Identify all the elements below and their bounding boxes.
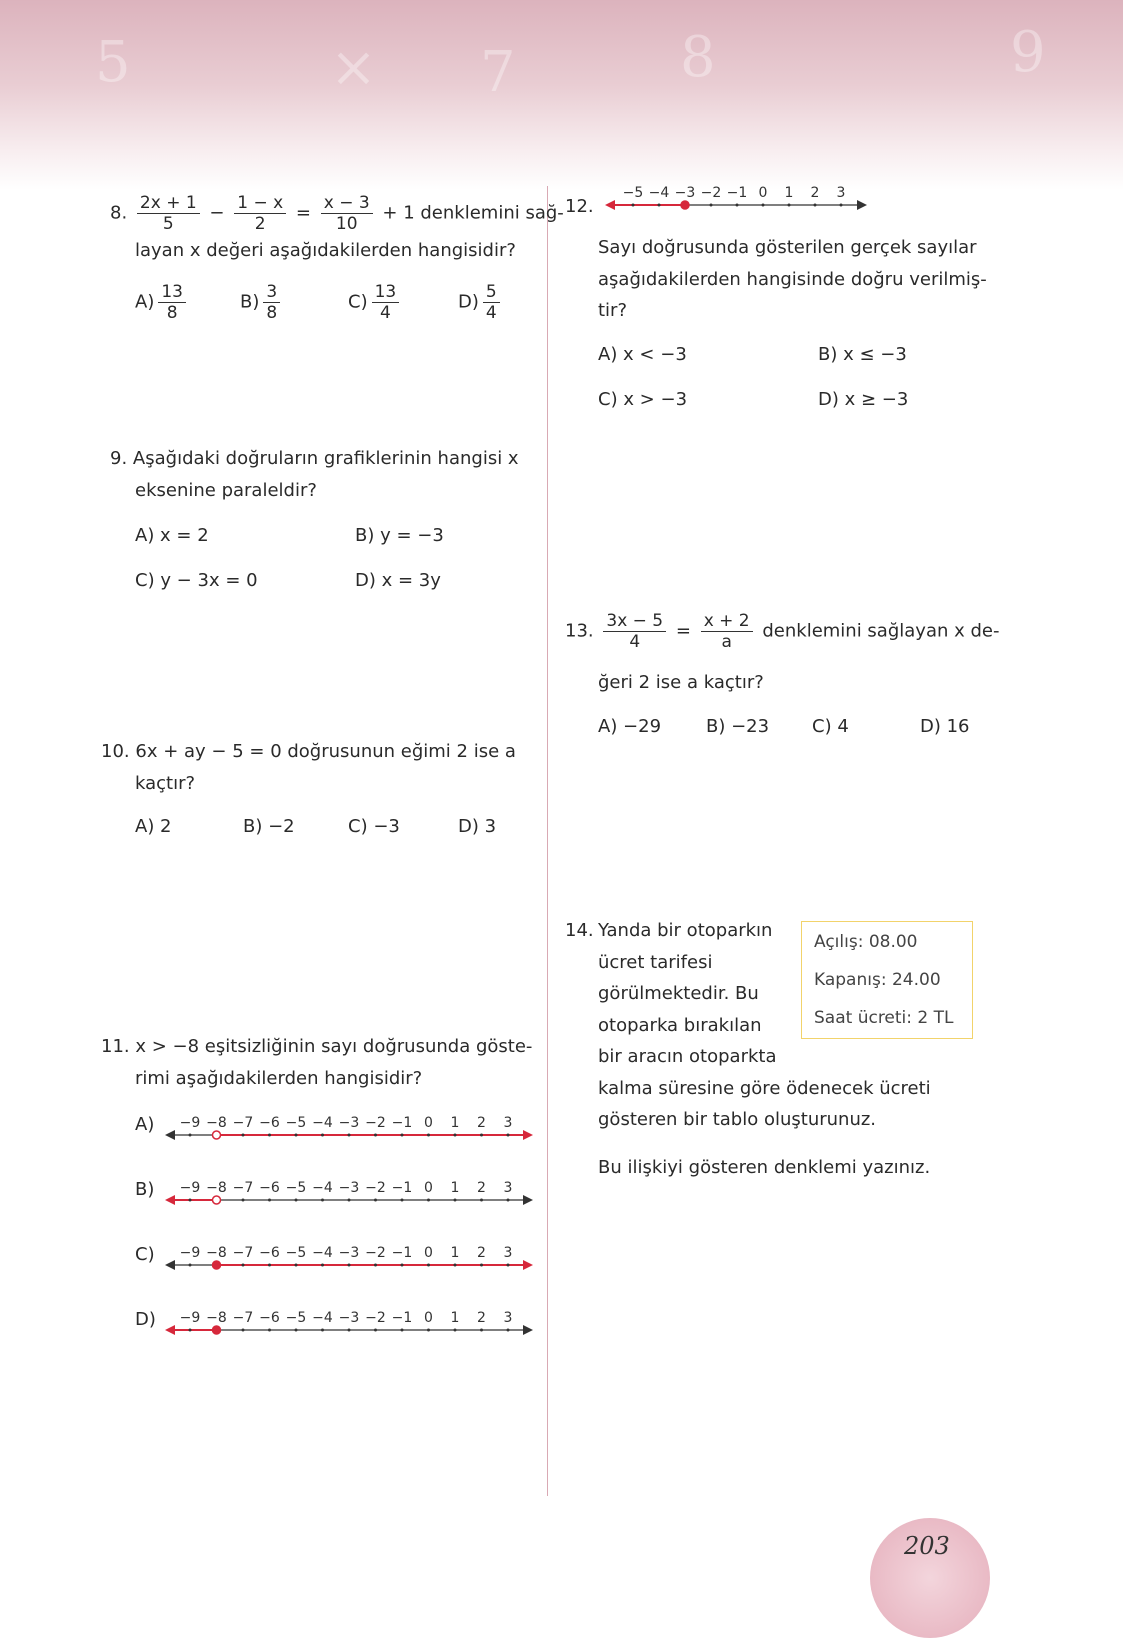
- q12-line2: aşağıdakilerden hangisinde doğru verilmiş-: [598, 269, 987, 290]
- tick-label: −5: [285, 1310, 307, 1326]
- tick-label: −5: [285, 1245, 307, 1261]
- q9-line2: eksenine paraleldir?: [135, 480, 317, 501]
- right-arrow-icon: [523, 1130, 533, 1140]
- tick-label: 2: [810, 185, 820, 201]
- tick-label: −9: [179, 1115, 201, 1131]
- q14-text-line: gösteren bir tablo oluşturunuz.: [598, 1109, 877, 1130]
- tick-label: −6: [259, 1115, 280, 1131]
- operator: =: [295, 202, 311, 224]
- tick: [480, 1264, 483, 1267]
- tick: [840, 204, 843, 207]
- tick-label: −3: [674, 185, 696, 201]
- closed-point: [213, 1261, 221, 1269]
- tick: [507, 1329, 510, 1332]
- q12-option-a[interactable]: A) x < −3: [598, 344, 687, 365]
- tick-label: −8: [206, 1245, 227, 1261]
- tick-label: 1: [450, 1180, 460, 1196]
- q13-text: denklemini sağlayan x de-: [762, 620, 1000, 642]
- tick-label: −5: [285, 1115, 307, 1131]
- q10-option-b[interactable]: B) −2: [243, 816, 295, 837]
- tick-label: −5: [285, 1180, 307, 1196]
- tick-label: −6: [259, 1245, 280, 1261]
- numerator: 13: [158, 282, 186, 303]
- q12-line3: tir?: [598, 300, 628, 321]
- tick: [189, 1134, 192, 1137]
- tick: [295, 1134, 298, 1137]
- tick: [295, 1264, 298, 1267]
- q9-line1: [110, 448, 519, 469]
- tick-label: −8: [206, 1180, 227, 1196]
- left-arrow-icon: [165, 1195, 175, 1205]
- tick: [321, 1199, 324, 1202]
- q14-text-line: ücret tarifesi: [598, 951, 713, 973]
- q12-option-c[interactable]: C) x > −3: [598, 389, 688, 410]
- hourly-fee: Saat ücreti: 2 TL: [814, 1008, 954, 1028]
- denominator: 4: [380, 303, 391, 323]
- tick: [268, 1199, 271, 1202]
- tick-label: −9: [179, 1310, 201, 1326]
- tick: [321, 1264, 324, 1267]
- tick-label: −5: [622, 185, 644, 201]
- tick: [295, 1199, 298, 1202]
- tick: [348, 1264, 351, 1267]
- tick: [454, 1264, 457, 1267]
- tick: [242, 1199, 245, 1202]
- q8-text: + 1 denklemini sağ-: [382, 202, 564, 224]
- tick-label: −7: [232, 1180, 254, 1196]
- left-arrow-icon: [165, 1130, 175, 1140]
- option-label: B): [240, 291, 260, 313]
- tick-label: 3: [836, 185, 846, 201]
- denominator: 4: [485, 303, 497, 323]
- tick-label: −3: [338, 1245, 360, 1261]
- operator: −: [209, 202, 225, 224]
- tick: [632, 204, 635, 207]
- fraction: [372, 282, 400, 323]
- opening-time: Açılış: 08.00: [814, 932, 918, 952]
- q11-text: x > −8 eşitsizliğinin sayı doğrusunda göste-: [135, 1036, 533, 1057]
- tick-label: −6: [259, 1310, 280, 1326]
- option-label: A): [135, 291, 155, 313]
- option-label: D): [458, 291, 479, 313]
- tick-label: 3: [503, 1310, 513, 1326]
- q10-line1: [101, 741, 516, 762]
- tick-label: −2: [365, 1310, 386, 1326]
- q13-number: 13.: [565, 620, 594, 642]
- operator: =: [675, 620, 691, 642]
- q10-option-d[interactable]: D) 3: [458, 816, 497, 837]
- q9-text: Aşağıdaki doğruların grafiklerinin hangisi x: [132, 448, 519, 469]
- q11-option-a-label[interactable]: A): [135, 1114, 155, 1135]
- fraction: [321, 193, 373, 234]
- tick: [427, 1199, 430, 1202]
- left-arrow-icon: [165, 1325, 175, 1335]
- tick: [374, 1264, 377, 1267]
- denominator: 5: [162, 214, 174, 234]
- tick-label: −3: [338, 1180, 360, 1196]
- q8-number: 8.: [110, 202, 128, 224]
- right-arrow-icon: [523, 1260, 533, 1270]
- denominator: 2: [254, 214, 266, 234]
- tick-label: 2: [477, 1245, 486, 1261]
- tick-label: −9: [179, 1180, 201, 1196]
- tick: [427, 1134, 430, 1137]
- closing-time: Kapanış: 24.00: [814, 970, 941, 990]
- numerator: x + 2: [701, 611, 753, 632]
- column-divider: [547, 186, 548, 1496]
- tick-label: −4: [312, 1115, 333, 1131]
- tick: [454, 1134, 457, 1137]
- tick: [480, 1329, 483, 1332]
- tick: [401, 1329, 404, 1332]
- tick: [374, 1134, 377, 1137]
- tick-label: −1: [391, 1115, 413, 1131]
- fraction: [137, 193, 200, 234]
- open-point: [213, 1196, 221, 1204]
- q9-option-b[interactable]: B) y = −3: [355, 525, 444, 546]
- numerator: x − 3: [321, 193, 373, 214]
- q13-equation: [565, 611, 999, 652]
- fraction: [483, 282, 500, 323]
- denominator: 8: [166, 303, 178, 323]
- q11-option-d-label[interactable]: D): [135, 1309, 156, 1330]
- q11-option-c-label[interactable]: C): [135, 1244, 155, 1265]
- tick: [242, 1329, 245, 1332]
- q11-line1: [101, 1036, 532, 1057]
- left-arrow-icon: [165, 1260, 175, 1270]
- q9-option-c[interactable]: C) y − 3x = 0: [135, 570, 258, 591]
- tick-label: −2: [365, 1115, 386, 1131]
- tick: [507, 1264, 510, 1267]
- q13-option-b[interactable]: B) −23: [706, 716, 770, 737]
- tick-label: −3: [338, 1310, 360, 1326]
- tick: [710, 204, 713, 207]
- tick: [348, 1329, 351, 1332]
- tick: [295, 1329, 298, 1332]
- tick: [788, 204, 791, 207]
- tick: [268, 1134, 271, 1137]
- tick: [762, 204, 765, 207]
- tick: [348, 1199, 351, 1202]
- tick-label: 2: [477, 1180, 486, 1196]
- q9-option-a[interactable]: A) x = 2: [135, 525, 209, 546]
- q11-option-b-label[interactable]: B): [135, 1179, 155, 1200]
- tick: [658, 204, 661, 207]
- numerator: 5: [483, 282, 500, 303]
- q8-text-line2: layan x değeri aşağıdakilerden hangisidir?: [135, 240, 516, 261]
- q14-text-line: Yanda bir otoparkın: [598, 920, 773, 941]
- q13-option-d[interactable]: D) 16: [920, 716, 970, 737]
- q8-option-d[interactable]: [458, 282, 504, 323]
- tick-label: 2: [477, 1310, 486, 1326]
- q14-number: 14.: [565, 920, 594, 941]
- tick-label: −7: [232, 1115, 254, 1131]
- fraction: [603, 611, 666, 652]
- q13-option-c[interactable]: C) 4: [812, 716, 849, 737]
- q10-line2: kaçtır?: [135, 773, 196, 794]
- q11-number: 11.: [101, 1036, 130, 1057]
- tick-label: −7: [232, 1245, 254, 1261]
- page-number-badge: [870, 1518, 990, 1638]
- tick: [348, 1134, 351, 1137]
- tick-label: −4: [312, 1310, 333, 1326]
- q10-option-c[interactable]: C) −3: [348, 816, 400, 837]
- tick: [189, 1329, 192, 1332]
- tick-label: 1: [784, 185, 794, 201]
- tick: [374, 1199, 377, 1202]
- numerator: 3: [263, 282, 280, 303]
- q8-equation: [110, 193, 564, 234]
- tick: [268, 1329, 271, 1332]
- numerator: 13: [372, 282, 400, 303]
- tick-label: 0: [424, 1115, 433, 1131]
- tick: [374, 1329, 377, 1332]
- right-arrow-icon: [523, 1325, 533, 1335]
- q12-line1: Sayı doğrusunda gösterilen gerçek sayılar: [598, 237, 977, 258]
- tick: [427, 1264, 430, 1267]
- fraction: [234, 193, 286, 234]
- fraction: [263, 282, 280, 323]
- q12-number-line: [605, 178, 875, 223]
- denominator: a: [721, 632, 732, 652]
- tick-label: −7: [232, 1310, 254, 1326]
- tick-label: 1: [450, 1310, 460, 1326]
- option-label: C): [348, 291, 368, 313]
- q11-option-d-number-line[interactable]: [165, 1298, 533, 1338]
- tick: [736, 204, 739, 207]
- tick-label: −8: [206, 1310, 227, 1326]
- tick: [427, 1329, 430, 1332]
- q14-text-line: otoparka bırakılan: [598, 1014, 762, 1036]
- q13-line2: ğeri 2 ise a kaçtır?: [598, 672, 764, 693]
- numerator: 1 − x: [234, 193, 286, 214]
- parking-tariff-box: [801, 921, 973, 1039]
- tick-label: 0: [758, 185, 768, 201]
- tick-label: 3: [503, 1180, 513, 1196]
- tick: [814, 204, 817, 207]
- tick: [454, 1199, 457, 1202]
- tick-label: −4: [312, 1245, 333, 1261]
- q10-text: 6x + ay − 5 = 0 doğrusunun eğimi 2 ise a: [135, 741, 516, 762]
- q9-number: 9.: [110, 448, 128, 469]
- tick-label: −4: [312, 1180, 333, 1196]
- tick: [480, 1199, 483, 1202]
- tick: [268, 1264, 271, 1267]
- tick: [189, 1199, 192, 1202]
- q14-text-line: kalma süresine göre ödenecek ücreti: [598, 1077, 931, 1099]
- tick-label: 1: [450, 1245, 460, 1261]
- q12-option-b[interactable]: B) x ≤ −3: [818, 344, 907, 365]
- left-arrow-icon: [605, 200, 615, 210]
- q11-line2: rimi aşağıdakilerden hangisidir?: [135, 1068, 423, 1089]
- tick: [242, 1264, 245, 1267]
- q14-instruction: Bu ilişkiyi gösteren denklemi yazınız.: [598, 1157, 931, 1178]
- tick: [189, 1264, 192, 1267]
- right-arrow-icon: [523, 1195, 533, 1205]
- tick-label: −8: [206, 1115, 227, 1131]
- q10-number: 10.: [101, 741, 130, 762]
- tick-label: 3: [503, 1115, 513, 1131]
- page-header-banner: 5 × 7 8 9: [0, 0, 1123, 190]
- q8-option-b[interactable]: [240, 282, 284, 323]
- tick-label: −9: [179, 1245, 201, 1261]
- q8-option-a[interactable]: [135, 282, 190, 323]
- tick-label: −1: [391, 1310, 413, 1326]
- fraction: [701, 611, 753, 652]
- q12-option-d[interactable]: D) x ≥ −3: [818, 389, 909, 410]
- tick: [401, 1134, 404, 1137]
- page-number: 203: [904, 1532, 950, 1560]
- closed-point: [681, 201, 689, 209]
- tick: [507, 1134, 510, 1137]
- q10-option-a[interactable]: A) 2: [135, 816, 172, 837]
- tick-label: 2: [477, 1115, 486, 1131]
- q11-option-a-number-line[interactable]: [165, 1103, 533, 1143]
- tick: [454, 1329, 457, 1332]
- closed-point: [213, 1326, 221, 1334]
- right-arrow-icon: [857, 200, 867, 210]
- tick-label: 3: [503, 1245, 513, 1261]
- q11-option-c-number-line[interactable]: [165, 1233, 533, 1273]
- fraction: [158, 282, 186, 323]
- denominator: 8: [266, 303, 278, 323]
- tick-label: −6: [259, 1180, 280, 1196]
- q14-text-line: görülmektedir. Bu: [598, 983, 759, 1004]
- tick: [507, 1199, 510, 1202]
- tick-label: −4: [648, 185, 670, 201]
- tick: [321, 1134, 324, 1137]
- tick-label: −2: [365, 1245, 386, 1261]
- tick-label: −1: [726, 185, 748, 201]
- q14-text-line: bir aracın otoparkta: [598, 1046, 777, 1067]
- tick-label: 0: [424, 1180, 433, 1196]
- numerator: 3x − 5: [603, 611, 666, 632]
- denominator: 4: [629, 632, 641, 652]
- tick-label: −3: [338, 1115, 360, 1131]
- tick-label: −1: [391, 1180, 413, 1196]
- tick: [401, 1199, 404, 1202]
- q8-option-c[interactable]: [348, 282, 403, 323]
- tick-label: −2: [700, 185, 722, 201]
- q13-option-a[interactable]: A) −29: [598, 716, 662, 737]
- q12-number: 12.: [565, 196, 594, 217]
- tick: [480, 1134, 483, 1137]
- tick-label: −2: [365, 1180, 386, 1196]
- numerator: 2x + 1: [137, 193, 200, 214]
- tick: [242, 1134, 245, 1137]
- open-point: [213, 1131, 221, 1139]
- q11-option-b-number-line[interactable]: [165, 1168, 533, 1208]
- q9-option-d[interactable]: D) x = 3y: [355, 570, 441, 591]
- tick: [321, 1329, 324, 1332]
- tick-label: 1: [450, 1115, 460, 1131]
- tick-label: −1: [391, 1245, 413, 1261]
- tick-label: 0: [424, 1245, 433, 1261]
- tick: [401, 1264, 404, 1267]
- tick-label: 0: [424, 1310, 433, 1326]
- denominator: 10: [335, 214, 358, 234]
